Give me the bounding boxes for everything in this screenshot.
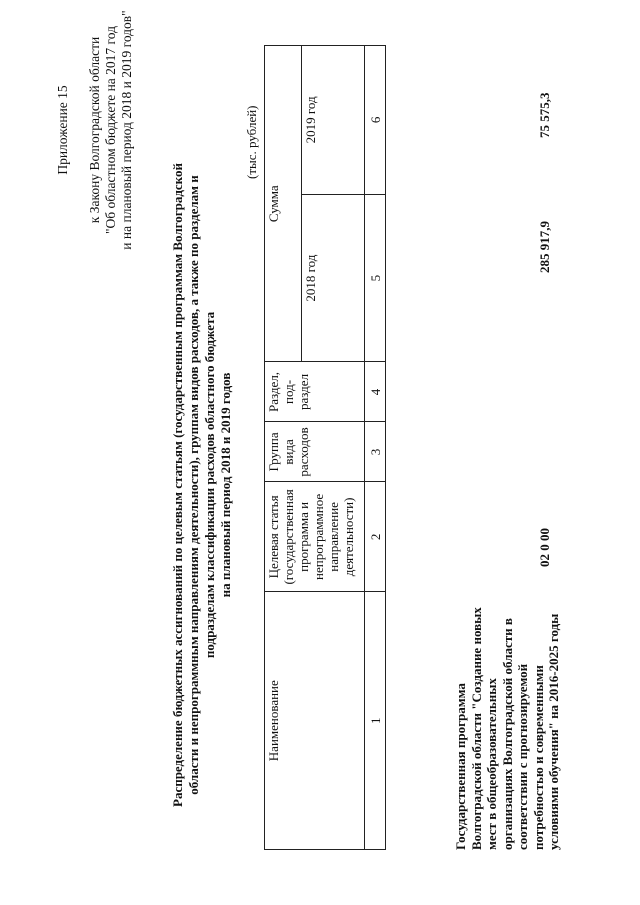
column-number: 4 bbox=[365, 362, 386, 422]
header-target: Целевая статья (государственная программа и непрограммное направление деятельности) bbox=[265, 482, 365, 592]
column-number: 5 bbox=[365, 194, 386, 362]
header-table bbox=[264, 45, 386, 850]
header-row-top bbox=[265, 46, 302, 850]
column-number: 1 bbox=[365, 592, 386, 850]
document-title bbox=[170, 115, 234, 855]
column-number-row bbox=[365, 46, 386, 850]
row-target-code: 02 0 00 bbox=[537, 528, 552, 567]
header-year-2018: 2018 год bbox=[302, 194, 365, 362]
header-name: Наименование bbox=[265, 592, 365, 850]
column-number: 2 bbox=[365, 482, 386, 592]
column-number: 3 bbox=[365, 422, 386, 482]
appendix-line: "Об областном бюджете на 2017 год bbox=[103, 26, 118, 234]
header-sum: Сумма bbox=[265, 46, 302, 362]
appendix-gap bbox=[71, 5, 87, 255]
header-year-2019: 2019 год bbox=[302, 46, 365, 195]
appendix-line: к Закону Волгоградской области bbox=[87, 36, 102, 224]
row-value-2019: 75 575,3 bbox=[537, 92, 552, 138]
row-value-2018: 285 917,9 bbox=[537, 221, 552, 273]
title-line: подразделам классификации расходов областного бюджета bbox=[202, 311, 217, 659]
title-line: на плановый период 2018 и 2019 годов bbox=[218, 372, 233, 598]
row-name: Государственная программа Волгоградской области "Создание новых мест в общеобразовательных организациях Волгоградской области в соответствии с прогнозируемой потребностью и современными условиями обучения" на 2016-2025 годы bbox=[453, 607, 561, 850]
header-section: Раздел, под- раздел bbox=[265, 362, 365, 422]
column-number: 6 bbox=[365, 46, 386, 195]
header-group: Группа вида расходов bbox=[265, 422, 365, 482]
units-label: (тыс. рублей) bbox=[244, 105, 259, 179]
appendix-line: и на плановый период 2018 и 2019 годов" bbox=[119, 10, 134, 250]
appendix-header bbox=[55, 5, 135, 255]
title-line: области и непрограммным направлениям деятельности), группам видов расходов, а также по разделам и bbox=[186, 175, 201, 795]
title-line: Распределение бюджетных ассигнований по целевым статьям (государственным программам Волгоградской bbox=[170, 163, 185, 807]
appendix-number: Приложение 15 bbox=[55, 85, 70, 175]
